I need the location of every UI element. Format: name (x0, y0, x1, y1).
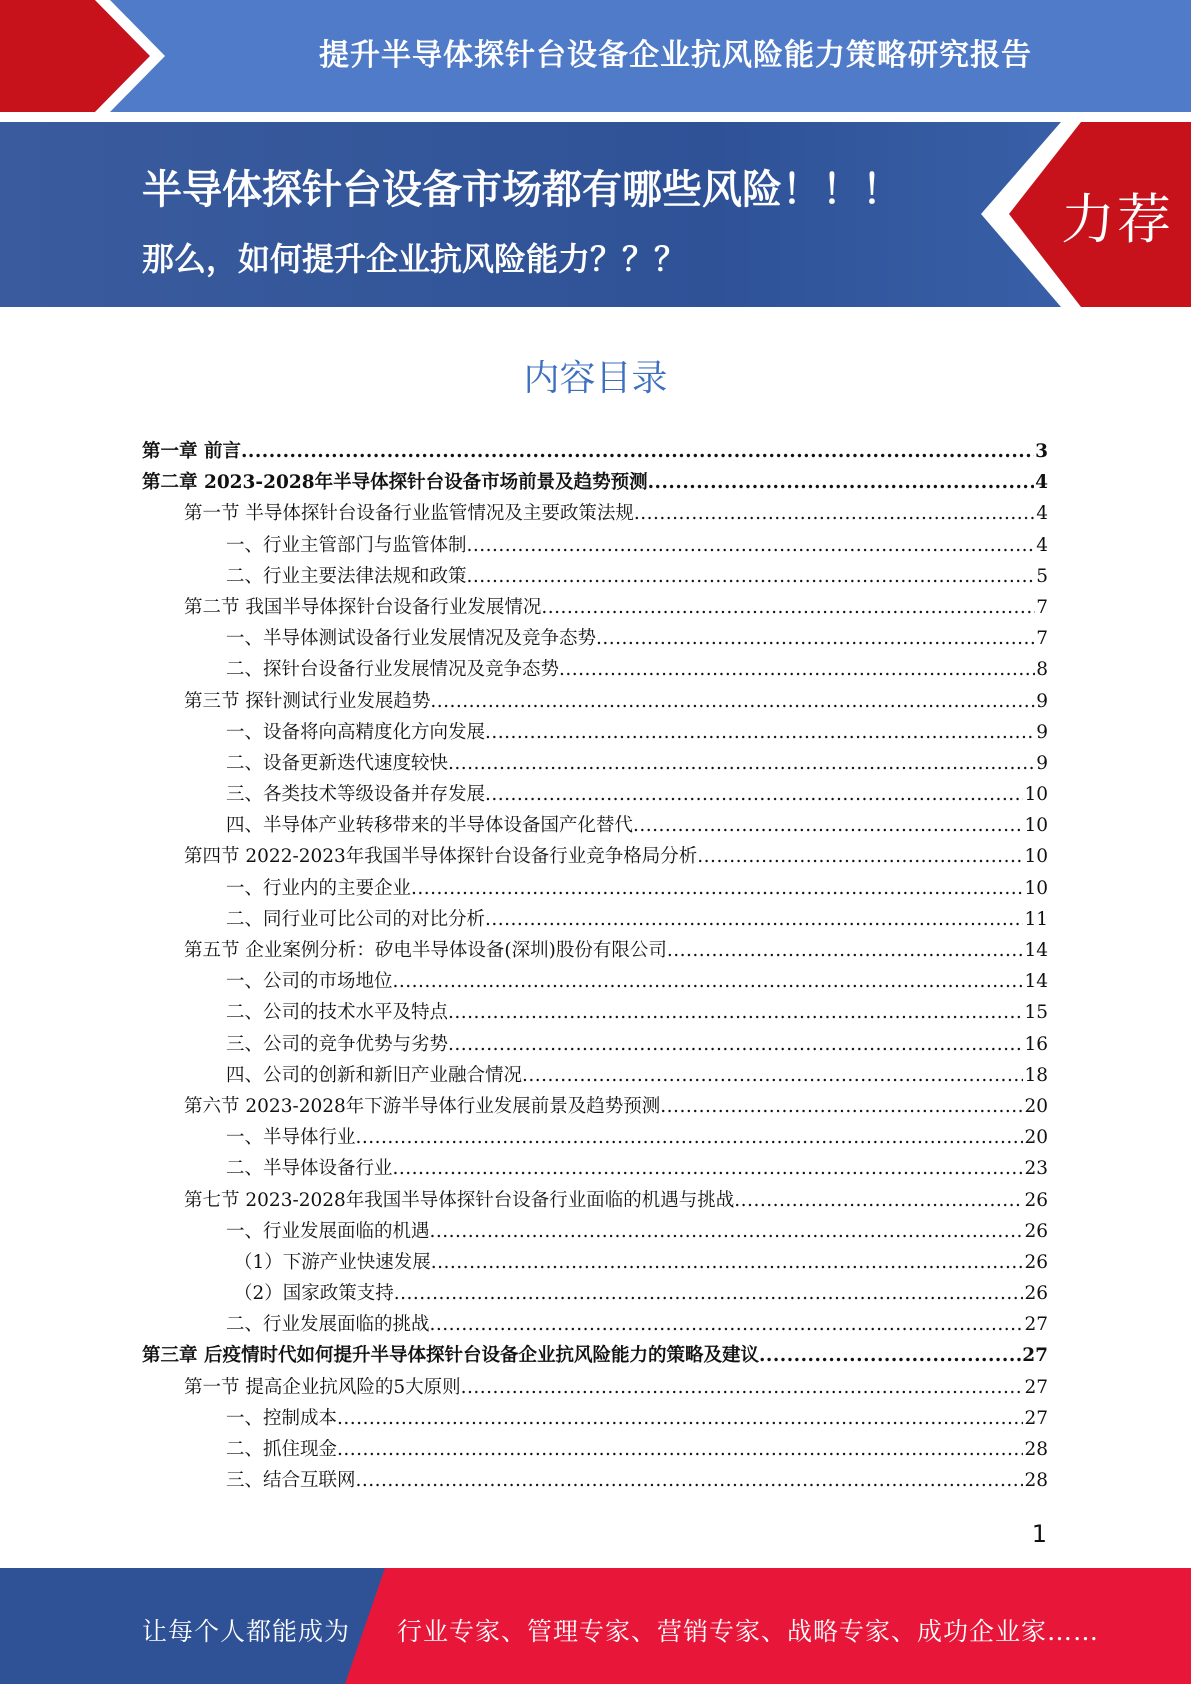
toc-entry-title: 二、公司的技术水平及特点 (226, 1002, 449, 1024)
toc-entry[interactable] (142, 998, 1048, 1029)
toc-entry-page: 14 (1024, 940, 1048, 961)
toc-entry-page: 27 (1024, 1314, 1048, 1336)
toc-dot-leader (356, 1470, 1024, 1491)
toc-entry-title: 三、各类技术等级设备并存发展 (226, 784, 486, 806)
toc-dot-leader (559, 659, 1035, 680)
toc-dot-leader (448, 1034, 1023, 1055)
toc-dot-leader (541, 597, 1035, 618)
toc-entry-title: 第一章 前言 (142, 441, 241, 462)
toc-entry-page: 15 (1024, 1002, 1048, 1024)
toc-entry-page: 4 (1035, 472, 1048, 494)
toc-dot-leader (430, 1314, 1024, 1335)
toc-entry[interactable] (142, 749, 1048, 780)
toc-entry[interactable] (142, 967, 1048, 998)
toc-entry-title: 四、公司的创新和新旧产业融合情况 (226, 1064, 523, 1086)
toc-dot-leader (430, 691, 1035, 712)
page-number: 1 (1031, 1520, 1047, 1548)
toc-dot-leader (734, 1190, 1023, 1211)
toc-entry-title: 一、行业主管部门与监管体制 (226, 534, 467, 556)
toc-dot-leader (448, 1002, 1023, 1023)
toc-entry[interactable] (142, 1279, 1048, 1310)
toc-entry[interactable] (142, 624, 1048, 655)
toc-entry[interactable] (142, 874, 1048, 905)
toc-entry-title: 第六节 2023-2028年下游半导体行业发展前景及趋势预测 (184, 1095, 661, 1117)
toc-dot-leader (241, 441, 1034, 462)
toc-dot-leader (337, 1439, 1023, 1460)
toc-entry[interactable] (142, 1217, 1048, 1248)
toc-entry[interactable] (142, 1061, 1048, 1092)
toc-entry-page: 20 (1024, 1127, 1048, 1149)
report-title: 提升半导体探针台设备企业抗风险能力策略研究报告 (319, 38, 1032, 73)
toc-entry-page: 10 (1024, 784, 1048, 806)
toc-entry[interactable] (142, 1092, 1048, 1123)
footer-slogan-left: 让每个人都能成为 (142, 1617, 351, 1646)
toc-entry[interactable] (142, 811, 1048, 842)
toc-dot-leader (356, 1127, 1024, 1148)
toc-entry[interactable] (142, 780, 1048, 811)
toc-entry-page: 27 (1024, 1376, 1048, 1398)
red-chevron-decoration (0, 0, 150, 112)
toc-entry-title: 第三节 探针测试行业发展趋势 (184, 690, 431, 712)
toc-entry[interactable] (142, 655, 1048, 686)
toc-entry-page: 7 (1036, 628, 1048, 650)
toc-entry-page: 20 (1024, 1095, 1048, 1117)
toc-entry-title: 一、公司的市场地位 (226, 971, 393, 993)
toc-entry-title: 第五节 企业案例分析：矽电半导体设备(深圳)股份有限公司 (184, 940, 667, 961)
toc-entry-title: 二、设备更新迭代速度较快 (226, 752, 449, 774)
toc-entry[interactable] (142, 718, 1048, 749)
toc-dot-leader (337, 1408, 1023, 1429)
toc-entry-title: 第二章 2023-2028年半导体探针台设备市场前景及趋势预测 (142, 472, 648, 494)
toc-dot-leader (461, 1377, 1024, 1398)
toc-entry[interactable] (142, 1310, 1048, 1341)
toc-entry-title: 第四节 2022-2023年我国半导体探针台设备行业竞争格局分析 (184, 846, 698, 868)
toc-entry-page: 10 (1024, 877, 1048, 899)
toc-entry-page: 8 (1036, 659, 1048, 681)
table-of-contents (142, 437, 1048, 1497)
footer-slogan-right: 行业专家、管理专家、营销专家、战略专家、成功企业家…… (397, 1617, 1100, 1646)
toc-entry-title: 一、行业发展面临的机遇 (226, 1220, 430, 1242)
toc-entry-title: （2）国家政策支持 (234, 1283, 394, 1305)
toc-entry-page: 16 (1024, 1033, 1048, 1055)
toc-entry[interactable] (142, 1373, 1048, 1404)
toc-entry[interactable] (142, 936, 1048, 967)
toc-entry-title: 一、半导体测试设备行业发展情况及竞争态势 (226, 628, 597, 650)
toc-entry[interactable] (142, 1030, 1048, 1061)
toc-dot-leader (697, 846, 1023, 867)
toc-entry-title: 四、半导体产业转移带来的半导体设备国产化替代 (226, 815, 634, 837)
toc-entry[interactable] (142, 1466, 1048, 1497)
toc-entry-title: 一、设备将向高精度化方向发展 (226, 721, 486, 743)
toc-entry-page: 23 (1024, 1158, 1048, 1180)
toc-entry-page: 26 (1024, 1220, 1048, 1242)
toc-entry-page: 11 (1024, 908, 1048, 930)
toc-entry-page: 10 (1024, 846, 1048, 868)
toc-dot-leader (467, 566, 1036, 587)
toc-dot-leader (393, 971, 1024, 992)
toc-entry-page: 28 (1024, 1439, 1048, 1460)
toc-entry-title: 三、公司的竞争优势与劣势 (226, 1033, 449, 1055)
toc-dot-leader (759, 1345, 1021, 1366)
toc-entry-page: 4 (1036, 503, 1048, 525)
toc-entry-title: 二、探针台设备行业发展情况及竞争态势 (226, 659, 560, 681)
toc-dot-leader (485, 784, 1023, 805)
hero-headline: 半导体探针台设备市场都有哪些风险！！！ (142, 167, 902, 213)
toc-dot-leader (485, 722, 1035, 743)
toc-entry[interactable] (142, 1154, 1048, 1185)
toc-dot-leader (667, 940, 1024, 961)
recommend-tag: 力荐 (1061, 188, 1173, 251)
toc-entry[interactable] (142, 1435, 1048, 1466)
toc-entry[interactable] (142, 499, 1048, 530)
toc-entry-page: 3 (1035, 441, 1048, 462)
toc-entry-page: 27 (1024, 1407, 1048, 1429)
toc-entry-page: 18 (1024, 1064, 1048, 1086)
toc-entry[interactable] (142, 1341, 1048, 1372)
toc-dot-leader (596, 628, 1035, 649)
toc-dot-leader (634, 503, 1035, 524)
toc-dot-leader (522, 1065, 1023, 1086)
toc-dot-leader (660, 1096, 1023, 1117)
toc-entry[interactable] (142, 687, 1048, 718)
toc-entry[interactable] (142, 1123, 1048, 1154)
toc-entry-page: 26 (1024, 1251, 1048, 1273)
hero-banner (0, 122, 1191, 307)
toc-entry[interactable] (142, 437, 1048, 468)
toc-entry-page: 26 (1024, 1283, 1048, 1305)
hero-subheadline: 那么，如何提升企业抗风险能力？？？ (142, 240, 687, 278)
toc-dot-leader (430, 1221, 1024, 1242)
toc-entry[interactable] (142, 468, 1048, 499)
top-banner (0, 0, 1191, 112)
toc-entry-page: 5 (1036, 565, 1048, 587)
toc-entry-page: 4 (1036, 534, 1048, 556)
toc-entry-page: 27 (1022, 1345, 1048, 1367)
toc-entry[interactable] (142, 531, 1048, 562)
toc-entry-page: 9 (1036, 721, 1048, 743)
toc-entry-title: 第三章 后疫情时代如何提升半导体探针台设备企业抗风险能力的策略及建议 (142, 1345, 759, 1367)
toc-entry-title: 第七节 2023-2028年我国半导体探针台设备行业面临的机遇与挑战 (184, 1189, 735, 1211)
toc-entry[interactable] (142, 1248, 1048, 1279)
toc-dot-leader (648, 472, 1035, 493)
toc-dot-leader (411, 878, 1023, 899)
toc-dot-leader (431, 1252, 1024, 1273)
toc-entry-title: 二、行业主要法律法规和政策 (226, 565, 467, 587)
toc-entry[interactable] (142, 1404, 1048, 1435)
toc-entry-page: 7 (1036, 596, 1048, 618)
toc-entry-title: 一、控制成本 (226, 1407, 338, 1429)
toc-entry-title: 二、抓住现金 (226, 1439, 338, 1460)
toc-dot-leader (393, 1158, 1024, 1179)
toc-entry-page: 28 (1024, 1470, 1048, 1492)
toc-entry-page: 9 (1036, 690, 1048, 712)
toc-entry-title: 一、半导体行业 (226, 1127, 356, 1149)
toc-entry-title: 二、半导体设备行业 (226, 1158, 393, 1180)
toc-entry-title: 三、结合互联网 (226, 1470, 356, 1492)
toc-entry[interactable] (142, 842, 1048, 873)
toc-dot-leader (633, 815, 1023, 836)
footer-banner (0, 1568, 1191, 1684)
toc-entry-title: 二、同行业可比公司的对比分析 (226, 908, 486, 930)
toc-entry-page: 14 (1024, 971, 1048, 993)
toc-entry-title: 二、行业发展面临的挑战 (226, 1314, 430, 1336)
toc-entry-title: 第一节 提高企业抗风险的5大原则 (184, 1376, 461, 1398)
toc-dot-leader (394, 1283, 1024, 1304)
toc-entry-title: 一、行业内的主要企业 (226, 877, 412, 899)
toc-entry-page: 9 (1036, 752, 1048, 774)
toc-entry-page: 26 (1024, 1189, 1048, 1211)
toc-entry-title: （1）下游产业快速发展 (234, 1251, 431, 1273)
toc-dot-leader (448, 753, 1035, 774)
toc-entry[interactable] (142, 1186, 1048, 1217)
toc-dot-leader (485, 909, 1023, 930)
toc-heading: 内容目录 (523, 358, 668, 399)
toc-entry-title: 第二节 我国半导体探针台设备行业发展情况 (184, 596, 542, 618)
toc-entry-title: 第一节 半导体探针台设备行业监管情况及主要政策法规 (184, 503, 634, 525)
toc-dot-leader (467, 535, 1036, 556)
toc-entry-page: 10 (1024, 815, 1048, 837)
toc-entry[interactable] (142, 593, 1048, 624)
toc-entry[interactable] (142, 905, 1048, 936)
toc-entry[interactable] (142, 562, 1048, 593)
